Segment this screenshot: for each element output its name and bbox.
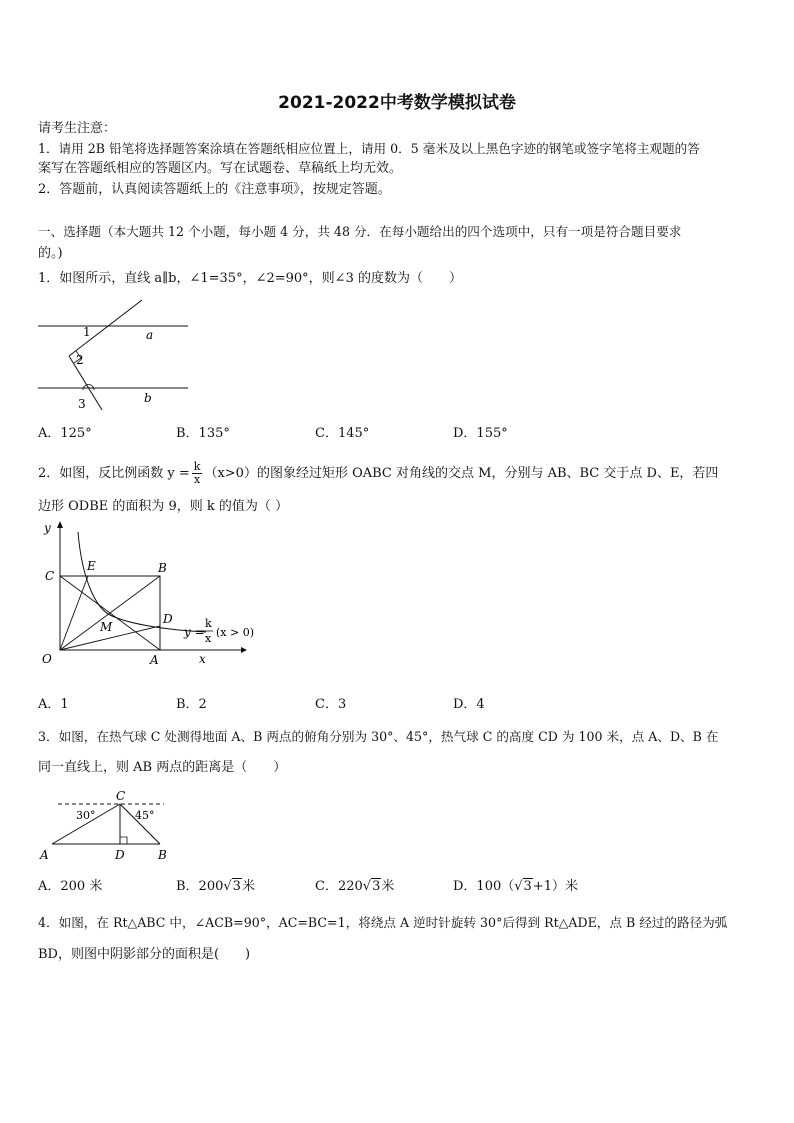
q2-stem-pre: 2．如图，反比例函数 y = (38, 466, 190, 481)
q3-option-b-radicand: 3 (232, 879, 241, 894)
question-3-stem-line-2: 同一直线上，则 AB 两点的距离是（ ） (38, 760, 287, 775)
label-c: C (116, 789, 126, 803)
q2-fraction (192, 461, 203, 486)
q3-option-d-post: +1）米 (532, 879, 578, 894)
q3-option-c-radicand: 3 (372, 879, 381, 894)
label-b: B (158, 561, 167, 575)
question-4-stem-line-1: 4．如图，在 Rt△ABC 中，∠ACB=90°，AC=BC=1，将绕点 A 逆时针旋转 30°后得到 Rt△ADE，点 B 经过的路径为弧 (38, 915, 728, 930)
question-3-stem-line-1: 3．如图，在热气球 C 处测得地面 A、B 两点的俯角分别为 30°、45°，热气球 C 的高度 CD 为 100 米，点 A、D、B 在 (38, 729, 719, 744)
label-angle-1: 1 (83, 325, 91, 339)
q2-fraction-den: x (194, 473, 201, 486)
notice-line-1: 1．请用 2B 铅笔将选择题答案涂填在答题纸相应位置上，请用 0．5 毫米及以上黑色字迹的钢笔或签字笔将主观题的答 (38, 141, 700, 156)
question-3-figure (36, 786, 186, 866)
section-instructions-line-2: 的。) (38, 246, 63, 261)
notice-line-2: 案写在答题纸相应的答题区内。写在试题卷、草稿纸上均无效。 (38, 161, 403, 176)
q1-option-b[interactable]: B．135° (176, 426, 230, 441)
label-angle-45: 45° (135, 809, 155, 822)
question-1-stem: 1．如图所示，直线 a∥b，∠1=35°，∠2=90°，则∠3 的度数为（ ） (38, 271, 462, 286)
question-1-figure (36, 298, 196, 413)
question-4-stem-line-2: BD，则图中阴影部分的面积是( ) (38, 947, 251, 962)
section-instructions-line-1: 一、选择题（本大题共 12 个小题，每小题 4 分，共 48 分．在每小题给出的四个选项中，只有一项是符合题目要求 (38, 224, 682, 239)
y-axis-arrow (57, 521, 63, 528)
q2-fraction-num: k (193, 460, 201, 473)
q1-option-a[interactable]: A．125° (38, 426, 92, 441)
question-2-stem-line-1 (38, 461, 718, 486)
label-d: D (163, 612, 173, 626)
label-line-a: a (146, 328, 154, 342)
label-c: C (45, 569, 55, 583)
right-angle-mark (120, 837, 127, 844)
q2-option-a[interactable]: A．1 (38, 697, 69, 712)
segment-oe (60, 576, 88, 650)
function-label-num: k (205, 617, 212, 630)
label-x: x (199, 652, 206, 666)
label-angle-30: 30° (76, 809, 96, 822)
label-a: A (40, 848, 49, 862)
q2-option-b[interactable]: B．2 (176, 697, 207, 712)
label-line-b: b (144, 391, 152, 405)
label-m: M (100, 620, 113, 634)
label-angle-2: 2 (76, 353, 84, 367)
label-o: O (42, 652, 52, 666)
label-angle-3: 3 (78, 397, 86, 411)
q3-option-c-post: 米 (381, 879, 395, 894)
x-axis-arrow (241, 647, 247, 653)
q3-option-b[interactable]: B．200√3米 (176, 879, 255, 894)
notice-line-3: 2．答题前，认真阅读答题纸上的《注意事项》，按规定答题。 (38, 182, 391, 197)
notice-heading: 请考生注意： (38, 121, 117, 136)
transversal-upper (69, 300, 142, 356)
q2-stem-post: （x>0）的图象经过矩形 OABC 对角线的交点 M，分别与 AB、BC 交于点 D、E，若四 (204, 466, 719, 481)
q3-option-b-pre: B．200 (176, 879, 224, 894)
function-label-den: x (205, 632, 212, 645)
label-e: E (87, 559, 96, 573)
q3-option-c[interactable]: C．220√3米 (315, 879, 395, 894)
page-title: 2021-2022中考数学模拟试卷 (278, 93, 516, 113)
function-label-post: (x > 0) (216, 626, 254, 639)
q3-option-d-radicand: 3 (523, 879, 532, 894)
question-2-stem-line-2: 边形 ODBE 的面积为 9，则 k 的值为（ ） (38, 499, 289, 514)
q3-option-b-post: 米 (241, 879, 255, 894)
q2-option-c[interactable]: C．3 (315, 697, 347, 712)
q3-option-c-pre: C．220 (315, 879, 363, 894)
q1-option-c[interactable]: C．145° (315, 426, 370, 441)
q3-option-d-pre: D．100（ (453, 879, 515, 894)
hyperbola-curve (78, 532, 206, 632)
q3-option-a[interactable]: A．200 米 (38, 879, 103, 894)
q1-option-d[interactable]: D．155° (453, 426, 508, 441)
label-b: B (158, 848, 167, 862)
label-y: y (44, 521, 51, 535)
question-2-figure (36, 520, 266, 670)
label-d: D (115, 848, 125, 862)
function-label-pre: y = (184, 625, 205, 639)
q3-option-d[interactable]: D．100（√3+1）米 (453, 879, 578, 894)
q2-option-d[interactable]: D．4 (453, 697, 485, 712)
label-a: A (150, 653, 159, 667)
